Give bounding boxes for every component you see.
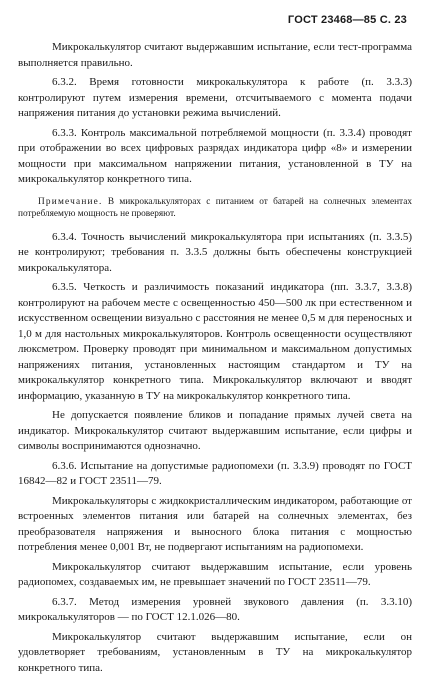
paragraph: Микрокалькулятор считают выдержавшим испытание, если уровень радиопомех, создаваемых им, не превышает значений по ГОСТ 23511—79. [18,560,412,588]
paragraph-6-3-2: 6.3.2. Время готовности микрокалькулятора к работе (п. 3.3.3) контролируют путем измерения времени, отсчитываемого с момента подачи напряжения питания до установки режима вычислений. [18,76,412,119]
note [18,196,412,220]
paragraph: Микрокалькуляторы с жидкокристаллическим индикатором, работающие от встроенных элементов питания или батарей на солнечных элементах, без преобразователя напряжения и выносного блока питания с мощностью потребления менее 0,001 Вт, не подвергают испытаниям на радиопомехи. [18,494,412,553]
note-text: В микрокалькуляторах с питанием от батарей на солнечных элементах потребляемую мощность не проверяют. [18,196,412,219]
page-header: ГОСТ 23468—85 С. 23 [287,14,407,26]
paragraph-6-3-6: 6.3.6. Испытание на допустимые радиопомехи (п. 3.3.9) проводят по ГОСТ 16842—82 и ГОСТ 23511—79. [18,459,412,487]
paragraph-6-3-5: 6.3.5. Четкость и различимость показаний индикатора (пп. 3.3.7, 3.3.8) контролируют на рабочем месте с освещенностью 450—500 лк при естественном и искусственном освещении визуально с расстояния не менее 0,5 м для переносных и 1,0 м для настольных микрокалькуляторов. Контроль освещенности осуществляют люксметром. Проверку проводят при минимальном и максимальном допустимых напряжениях питания, установленных настоящим стандартом и ТУ на микрокалькулятор конкретного типа. Микрокалькулятор включают и вводят информацию, указанную в ТУ на микрокалькулятор конкретного типа. [18,281,412,402]
paragraph: Не допускается появление бликов и попадание прямых лучей света на индикатор. Микрокалькулятор считают выдержавшим испытание, если цифры и символы воспринимаются однозначно. [18,409,412,452]
paragraph-6-3-3: 6.3.3. Контроль максимальной потребляемой мощности (п. 3.3.4) проводят при отображении во всех цифровых разрядах индикатора цифр «8» и измерении мощности при максимальном напряжении питания, установленной в ТУ на микрокалькулятор конкретного типа. [18,126,412,185]
paragraph: Микрокалькулятор считают выдержавшим испытание, если он удовлетворяет требованиям, установленным в ТУ на микрокалькулятор конкретного типа. [18,630,412,674]
note-lead: Примечание. [38,196,103,207]
paragraph-6-3-7: 6.3.7. Метод измерения уровней звукового давления (п. 3.3.10) микрокалькуляторов — по ГОСТ 12.1.026—80. [18,595,412,623]
paragraph-6-3-4: 6.3.4. Точность вычислений микрокалькулятора при испытаниях (п. 3.3.5) не контролируют; требования п. 3.3.5 должны быть обеспечены конструкцией микрокалькулятора. [18,230,412,274]
paragraph: Микрокалькулятор считают выдержавшим испытание, если тест-программа выполняется правильно. [18,41,412,69]
document-body [18,40,412,680]
